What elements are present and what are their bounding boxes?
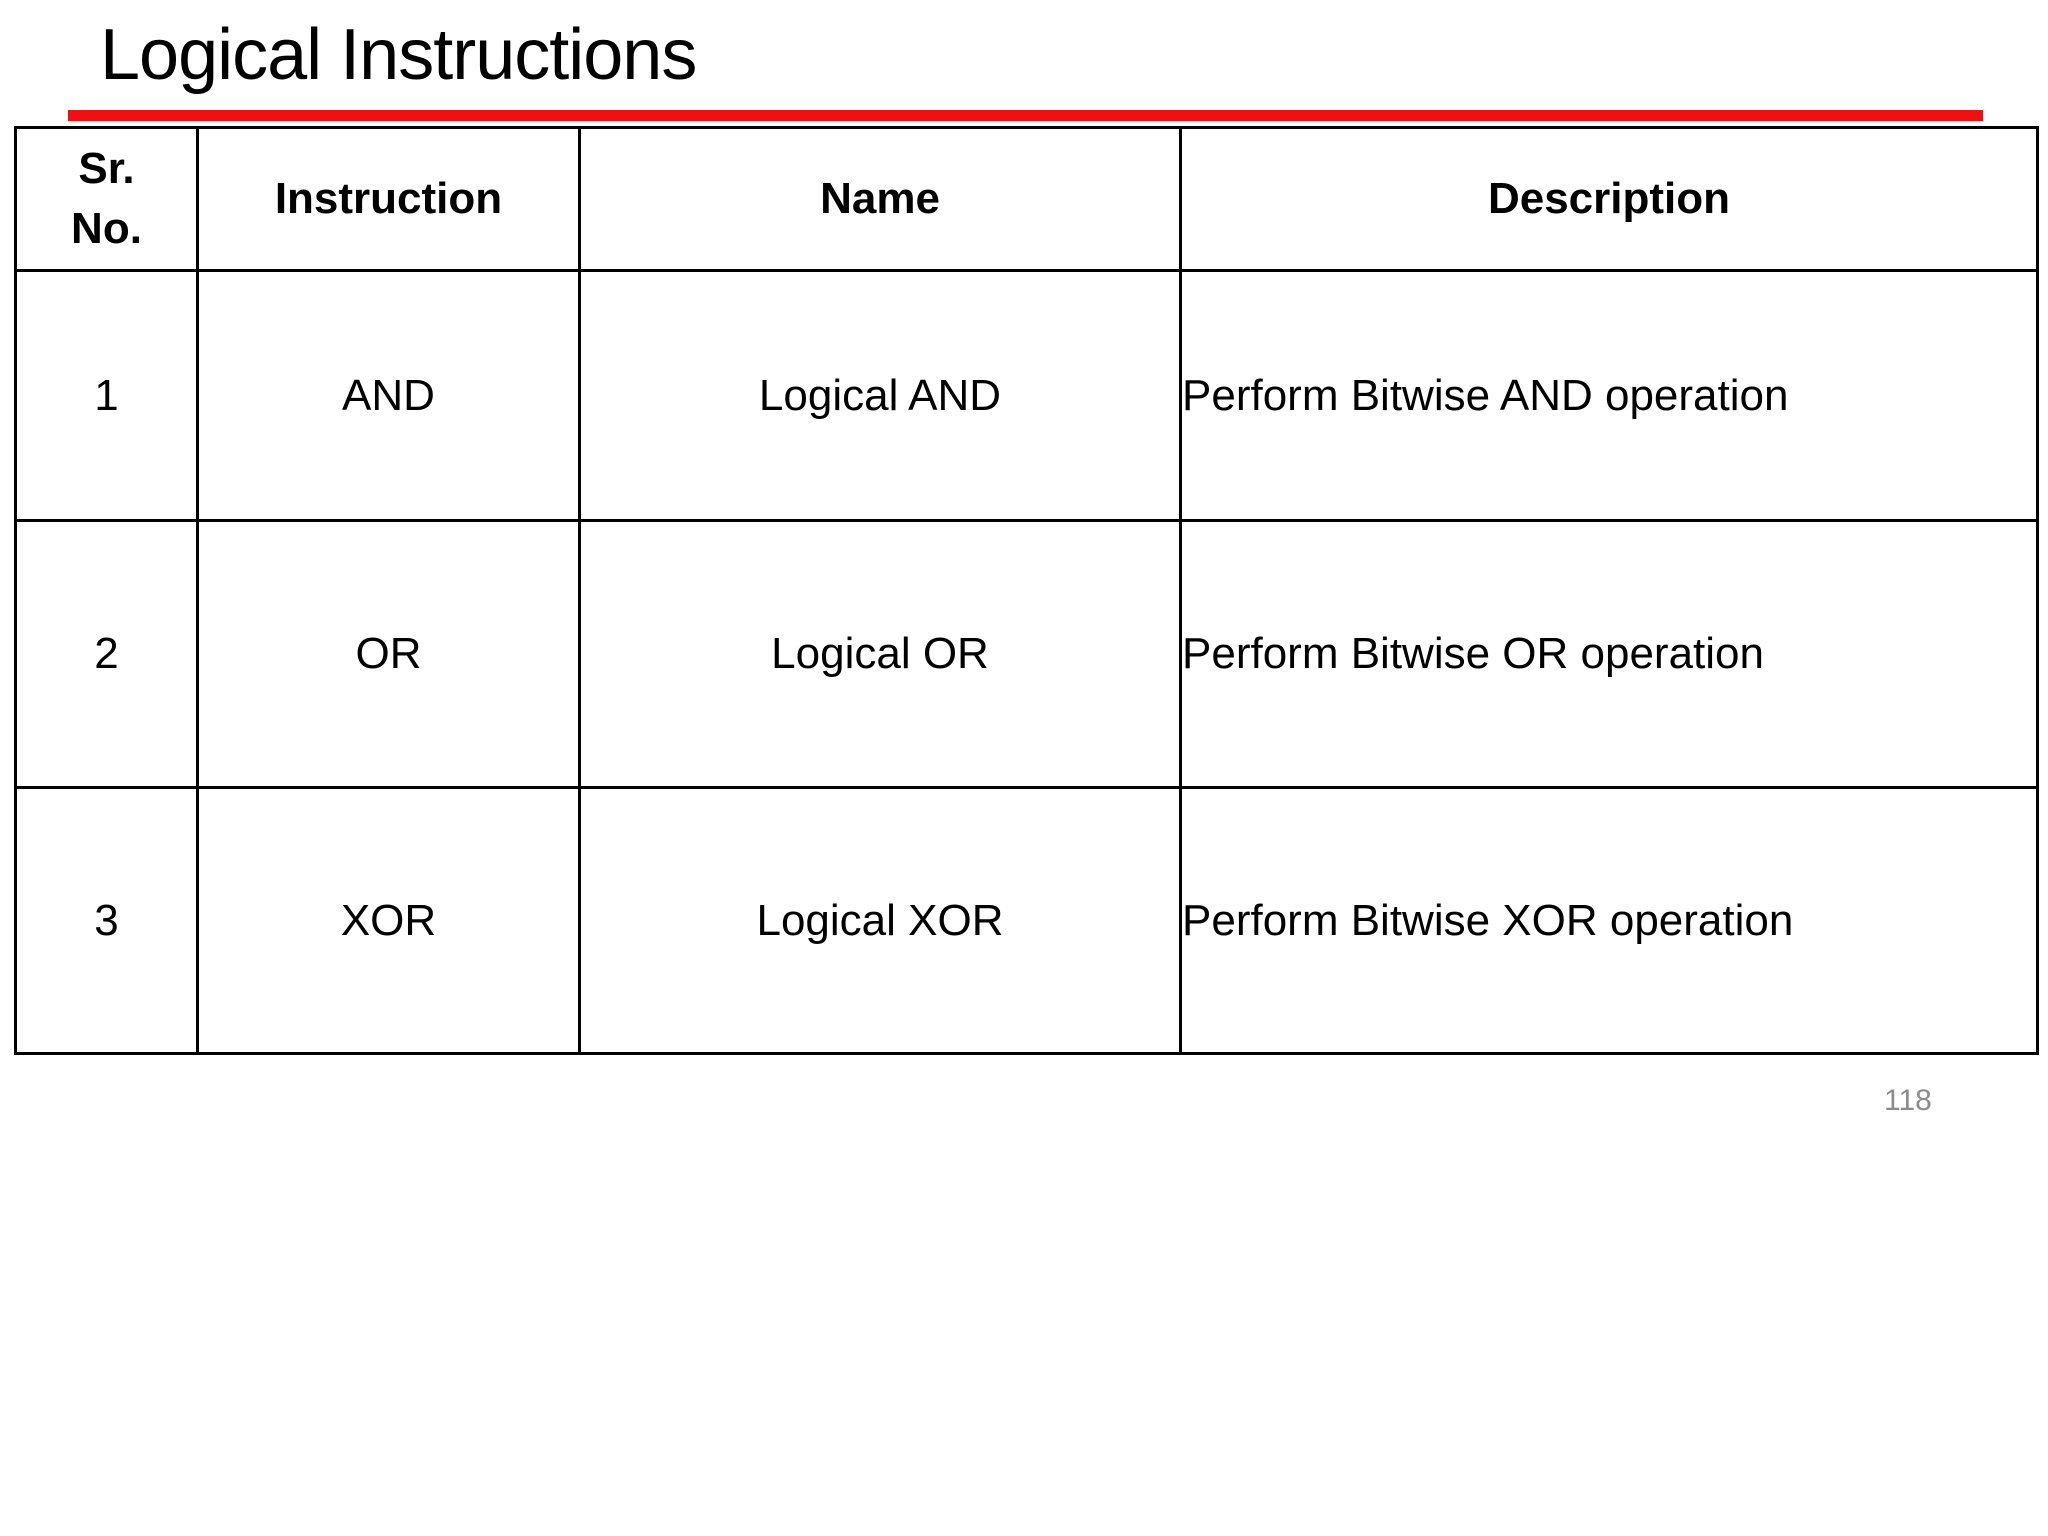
cell-sr-no: 3 (16, 788, 198, 1054)
description-text: Perform Bitwise XOR operation (1182, 895, 1794, 945)
cell-name: Logical XOR (580, 788, 1181, 1054)
cell-instruction: OR (198, 521, 580, 788)
table-header-row (16, 128, 2038, 271)
cell-description (1181, 271, 2038, 521)
cell-description (1181, 788, 2038, 1054)
header-sr-no-line1: Sr. (78, 144, 135, 193)
logical-instructions-table (14, 126, 2039, 1055)
cell-sr-no: 1 (16, 271, 198, 521)
header-sr-no (16, 128, 198, 271)
header-description: Description (1181, 128, 2038, 271)
cell-description (1181, 521, 2038, 788)
description-text: Perform Bitwise OR operation (1182, 629, 1764, 678)
cell-sr-no: 2 (16, 521, 198, 788)
header-name: Name (580, 128, 1181, 271)
table-row (16, 788, 2038, 1054)
table-row (16, 271, 2038, 521)
title-underline (68, 110, 1983, 121)
cell-instruction: XOR (198, 788, 580, 1054)
cell-name: Logical AND (580, 271, 1181, 521)
description-text: Perform Bitwise AND operation (1182, 370, 1789, 420)
table-row (16, 521, 2038, 788)
header-instruction: Instruction (198, 128, 580, 271)
slide-title: Logical Instructions (100, 15, 697, 95)
page-number: 118 (1884, 1084, 1932, 1117)
header-sr-no-line2: No. (71, 204, 142, 253)
cell-instruction: AND (198, 271, 580, 521)
cell-name: Logical OR (580, 521, 1181, 788)
